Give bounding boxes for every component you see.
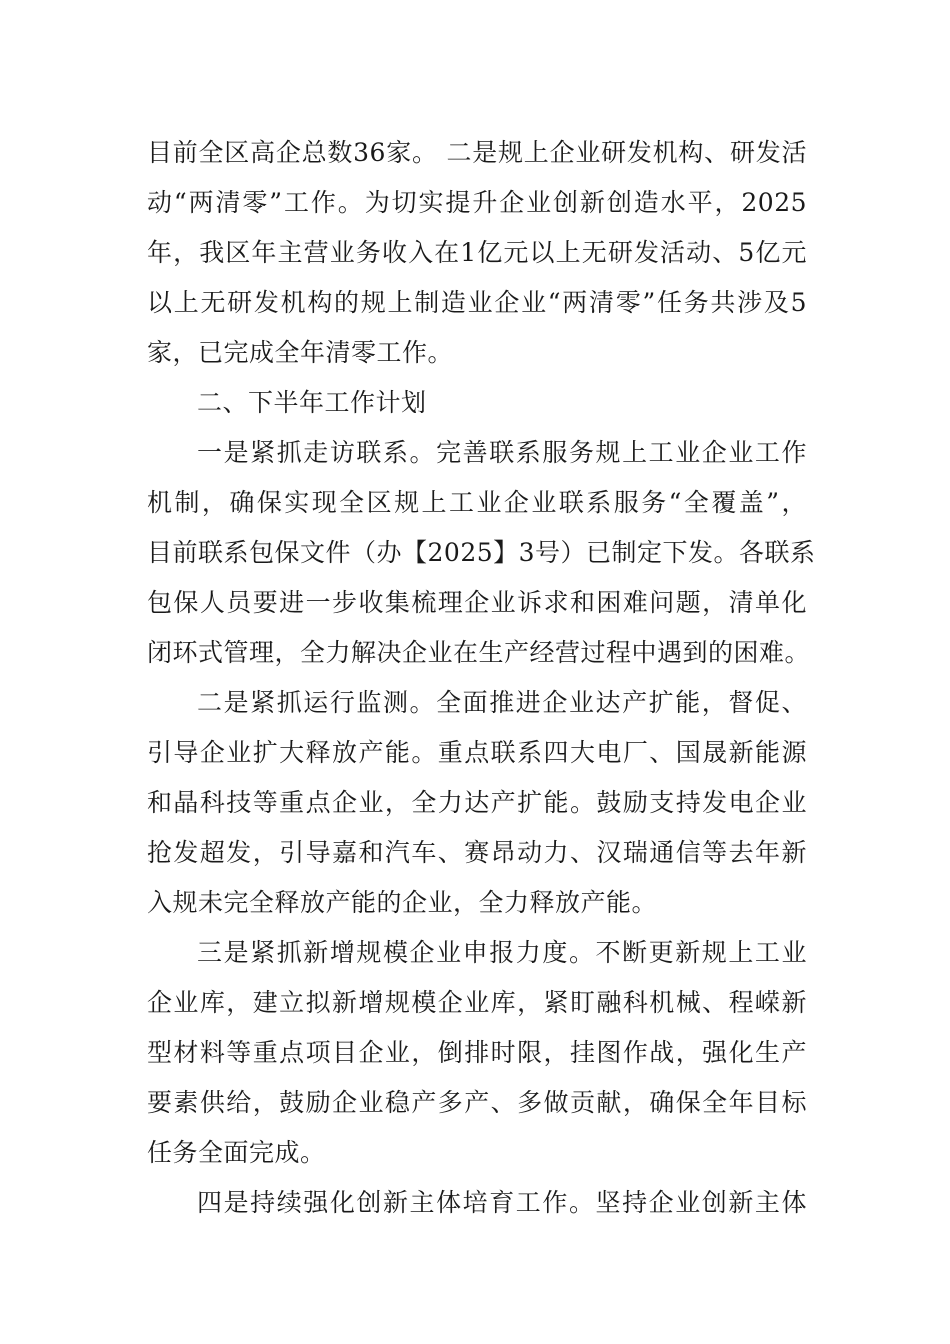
- text-line: 闭环式管理，全力解决企业在生产经营过程中遇到的困难。: [147, 638, 811, 667]
- text-line: 引导企业扩大释放产能。重点联系四大电厂、国晟新能源: [147, 738, 807, 767]
- text-line: 一是紧抓走访联系。完善联系服务规上工业企业工作: [197, 438, 807, 467]
- text-line: 动“两清零”工作。为切实提升企业创新创造水平，2025: [147, 188, 807, 217]
- text-line: 包保人员要进一步收集梳理企业诉求和困难问题，清单化: [147, 588, 807, 617]
- text-line: 家，已完成全年清零工作。: [147, 338, 454, 367]
- text-line: 要素供给，鼓励企业稳产多产、多做贡献，确保全年目标: [147, 1088, 807, 1117]
- text-line: 和晶科技等重点企业，全力达产扩能。鼓励支持发电企业: [147, 788, 807, 817]
- text-line: 入规未完全释放产能的企业，全力释放产能。: [147, 888, 658, 917]
- text-line: 任务全面完成。: [147, 1138, 326, 1167]
- text-line: 机制，确保实现全区规上工业企业联系服务“全覆盖”，: [147, 488, 807, 517]
- text-line: 年，我区年主营业务收入在1亿元以上无研发活动、5亿元: [147, 238, 807, 267]
- document-body: [147, 128, 816, 1228]
- text-line: 企业库，建立拟新增规模企业库，紧盯融科机械、程嵘新: [147, 988, 807, 1017]
- text-line: 型材料等重点项目企业，倒排时限，挂图作战，强化生产: [147, 1038, 807, 1067]
- text-line: 三是紧抓新增规模企业申报力度。不断更新规上工业: [197, 938, 807, 967]
- text-line: 四是持续强化创新主体培育工作。坚持企业创新主体: [197, 1188, 807, 1217]
- text-line: 二、下半年工作计划: [197, 388, 427, 417]
- text-line: 以上无研发机构的规上制造业企业“两清零”任务共涉及5: [147, 288, 807, 317]
- text-line: 目前全区高企总数36家。 二是规上企业研发机构、研发活: [147, 138, 807, 167]
- text-line: 抢发超发，引导嘉和汽车、赛昂动力、汉瑞通信等去年新: [147, 838, 807, 867]
- text-line: 目前联系包保文件（办【2025】3号）已制定下发。各联系: [147, 538, 816, 567]
- text-line: 二是紧抓运行监测。全面推进企业达产扩能，督促、: [197, 688, 807, 717]
